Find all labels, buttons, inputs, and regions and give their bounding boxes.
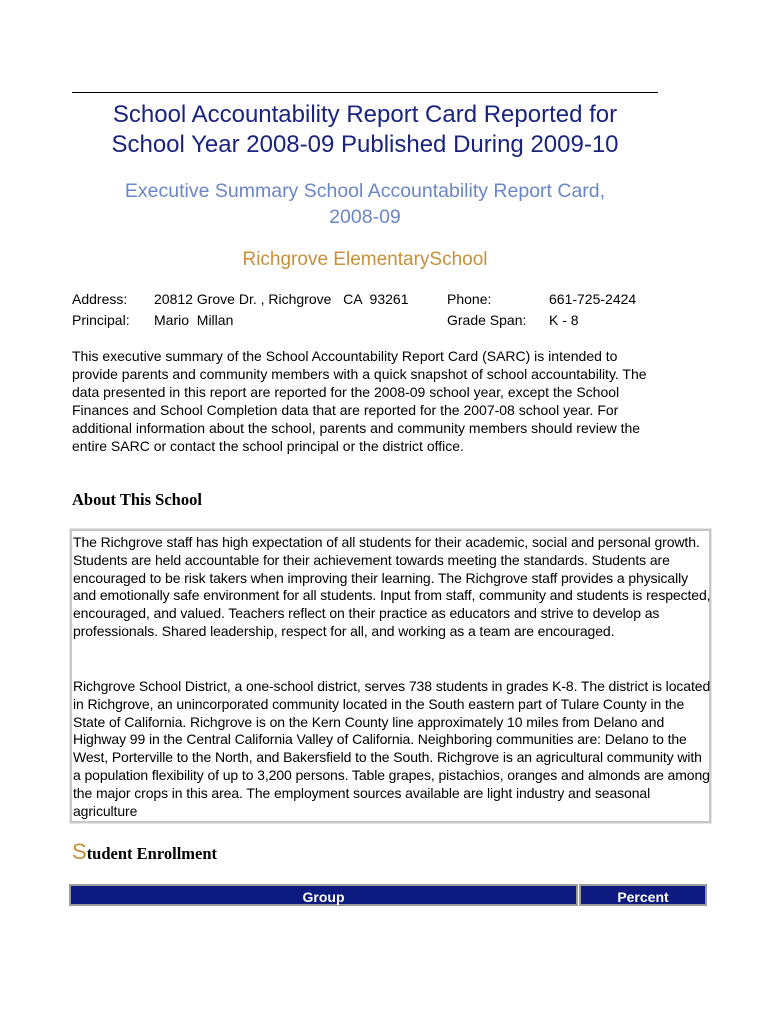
report-subtitle-line-1: Executive Summary School Accountability Report Card, [124,180,606,202]
report-title-line-1: School Accountability Report Card Reported for [112,101,618,128]
grade-span-label: Grade Span: [447,312,527,328]
school-name: Richgrove ElementarySchool [242,249,488,270]
intro-paragraph: This executive summary of the School Accountability Report Card (SARC) is intended to provide parents and community members with a quick snapshot of school accountability. The data presented in this report are reported for the 2008-09 school year, except the School Finances and School Completion data that are reported for the 2007-08 school year. For additional information about the school, parents and community members should review the entire SARC or contact the school principal or the district office. [72,348,647,454]
report-subtitle-line-2: 2008-09 [329,206,401,228]
grade-span-value: K - 8 [549,312,579,328]
phone-value: 661-725-2424 [549,291,637,307]
address-value: 20812 Grove Dr. , Richgrove CA 93261 [154,291,409,307]
table-header-group: Group [69,884,578,906]
about-box [69,528,712,824]
enrollment-heading [72,839,218,864]
report-subtitle [72,178,658,230]
about-paragraph-1: The Richgrove staff has high expectation of all students for their academic, social and personal growth. Students are held accountable for their achievement towards meeting the standards. Students are encouraged to be risk takers when improving their learning. The Richgrove staff provides a physically and emotionally safe environment for all students. Input from staff, community and students is respected, encouraged, and valued. Teachers reflect on their practice as educators and strive to develop as professionals. Shared leadership, respect for all, and working as a team are encouraged. [73,534,711,639]
principal-value: Mario Millan [154,312,234,328]
report-title [72,100,658,160]
top-rule [72,92,658,93]
report-title-line-2: School Year 2008-09 Published During 2009-10 [111,131,619,158]
enrollment-heading-rest: tudent Enrollment [86,844,218,863]
table-header-percent: Percent [579,884,707,906]
about-heading: About This School [72,490,202,509]
phone-label: Phone: [447,291,492,307]
enrollment-heading-initial: S [72,839,87,864]
address-label: Address: [72,291,128,307]
principal-label: Principal: [72,312,130,328]
about-paragraph-2: Richgrove School District, a one-school district, serves 738 students in grades K-8. The district is located in Richgrove, an unincorporated community located in the South eastern part of Tulare County in the State of California. Richgrove is on the Kern County line approximately 10 miles from Delano and Highway 99 in the Central California Valley of California. Neighboring communities are: Delano to the West, Porterville to the North, and Bakersfield to the South. Richgrove is an agricultural community with a population flexibility of up to 3,200 persons. Table grapes, pistachios, oranges and almonds are among the major crops in this area. The employment sources available are light industry and seasonal agriculture [73,678,711,819]
